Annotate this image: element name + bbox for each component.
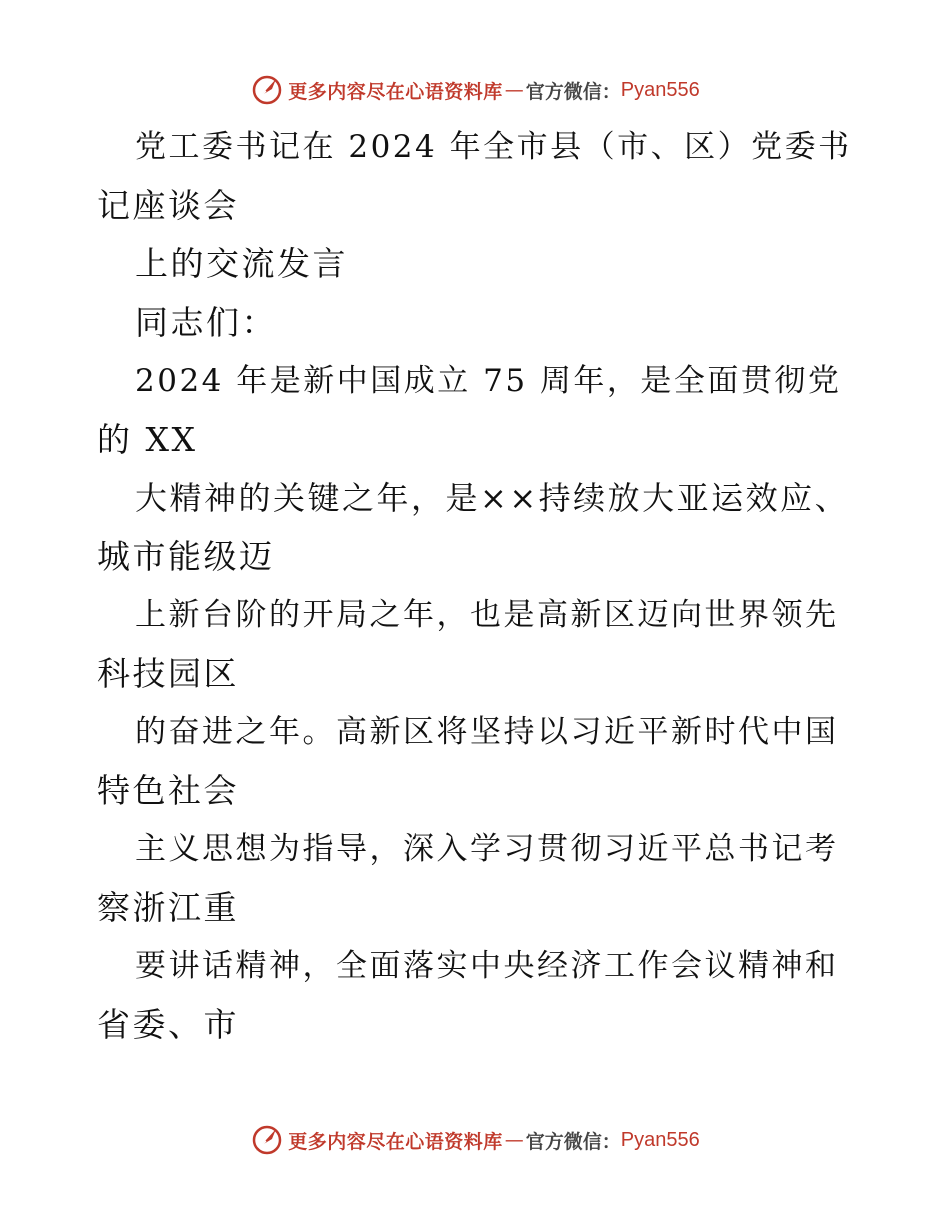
text-line: 上的交流发言 bbox=[135, 244, 348, 283]
document-body bbox=[97, 118, 857, 1054]
text-line: 特色社会 bbox=[97, 770, 239, 810]
text-line: 大精神的关键之年，是××持续放大亚运效应、 bbox=[135, 479, 850, 517]
text-line: 省委、市 bbox=[97, 1004, 239, 1044]
watermark-wechat-label: 官方微信： bbox=[525, 1130, 621, 1153]
quill-logo-icon bbox=[250, 1123, 284, 1157]
watermark-wechat-id: Pyan556 bbox=[620, 1128, 700, 1151]
text-line: 的 XX bbox=[97, 419, 198, 459]
text-line: 察浙江重 bbox=[97, 887, 239, 927]
text-line: 记座谈会 bbox=[97, 185, 239, 225]
text-line: 上新台阶的开局之年，也是高新区迈向世界领先 bbox=[135, 597, 839, 633]
footer-watermark bbox=[0, 1120, 950, 1160]
text-line: 主义思想为指导，深入学习贯彻习近平总书记考 bbox=[135, 831, 839, 867]
watermark-dash: — bbox=[504, 79, 524, 101]
text-line: 的奋进之年。高新区将坚持以习近平新时代中国 bbox=[135, 714, 839, 750]
watermark-brand: 更多内容尽在心语资料库 bbox=[288, 80, 503, 103]
text-line: 要讲话精神，全面落实中央经济工作会议精神和 bbox=[135, 948, 839, 984]
watermark-brand: 更多内容尽在心语资料库 bbox=[288, 1130, 503, 1153]
text-line: 城市能级迈 bbox=[97, 536, 275, 576]
header-watermark bbox=[0, 70, 950, 110]
text-line: 科技园区 bbox=[97, 653, 239, 693]
text-line: 2024 年是新中国成立 75 周年，是全面贯彻党 bbox=[135, 363, 842, 399]
quill-logo-icon bbox=[250, 73, 284, 107]
watermark-wechat-id: Pyan556 bbox=[620, 78, 700, 101]
watermark-dash: — bbox=[504, 1129, 524, 1151]
text-line: 同志们： bbox=[135, 302, 277, 342]
watermark-wechat-label: 官方微信： bbox=[525, 80, 621, 103]
text-line: 党工委书记在 2024 年全市县（市、区）党委书 bbox=[135, 129, 852, 165]
